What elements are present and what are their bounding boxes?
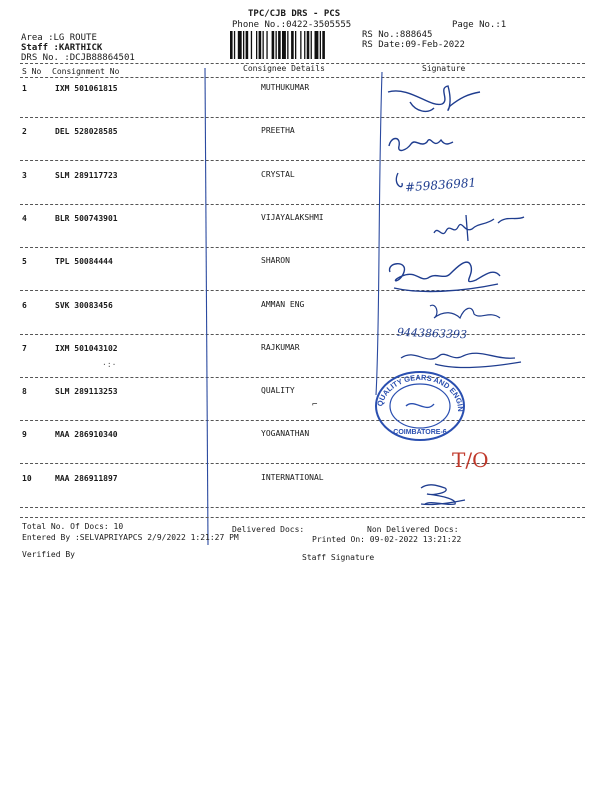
row-consignment-number: SVK 30083456 — [55, 301, 113, 310]
row-consignment-number: SLM 289113253 — [55, 387, 118, 396]
non-delivered-docs: Non Delivered Docs: — [367, 525, 459, 534]
row-consignee-name: QUALITY — [261, 386, 295, 395]
row-consignee-name: CRYSTAL — [261, 170, 295, 179]
staff-signature: Staff Signature — [302, 553, 375, 562]
row-consignment-number: SLM 289117723 — [55, 171, 118, 180]
col-consignee: Consignee Details — [243, 64, 325, 73]
row-consignment-number: BLR 500743901 — [55, 214, 118, 223]
col-signature: Signature — [422, 64, 466, 73]
row-consignment-number: MAA 286911897 — [55, 474, 118, 483]
page-number: Page No.:1 — [452, 20, 507, 30]
row-consignment-number: IXM 501061815 — [55, 84, 118, 93]
stray-tick: ⌐ — [312, 400, 318, 410]
company-stamp — [369, 361, 482, 448]
signature-10 — [415, 478, 495, 508]
row-serial-number: 3 — [22, 171, 27, 180]
row-consignee-name: INTERNATIONAL — [261, 473, 324, 482]
total-docs: Total No. Of Docs: 10 — [22, 522, 124, 531]
row-consignee-name: RAJKUMAR — [261, 343, 300, 352]
row-consignee-name: SHARON — [261, 256, 290, 265]
row-consignment-number: DEL 528028585 — [55, 127, 118, 136]
signature-5 — [380, 250, 520, 300]
row-serial-number: 2 — [22, 127, 27, 136]
drs-number: DRS No. :DCJB88864501 — [21, 53, 135, 63]
signature-3-number: #59836981 — [404, 175, 477, 195]
stamp-city: COIMBATORE-6 — [393, 429, 447, 436]
signature-1 — [370, 78, 500, 120]
rs-number: RS No.:888645 — [362, 30, 433, 40]
phone-number: Phone No.:0422-3505555 — [232, 20, 352, 30]
staff-label: Staff :KARTHICK — [21, 43, 103, 53]
rs-date: RS Date:09-Feb-2022 — [362, 40, 465, 50]
row-serial-number: 4 — [22, 214, 27, 223]
stray-mark: ·:· — [102, 360, 117, 369]
row-serial-number: 7 — [22, 344, 27, 353]
signature-6-number: 9443863393 — [396, 325, 468, 342]
handwritten-to-note: T/O — [452, 448, 489, 472]
delivered-docs: Delivered Docs: — [232, 525, 305, 534]
printed-on: Printed On: 09-02-2022 13:21:22 — [312, 535, 462, 544]
report-title: TPC/CJB DRS - PCS — [248, 9, 341, 19]
row-consignment-number: IXM 501043102 — [55, 344, 118, 353]
row-serial-number: 6 — [22, 301, 27, 310]
row-consignee-name: YOGANATHAN — [261, 429, 310, 438]
row-serial-number: 10 — [22, 474, 32, 483]
col-sno: S No — [22, 67, 42, 76]
row-consignment-number: MAA 286910340 — [55, 430, 118, 439]
col-consignment: Consignment No — [52, 67, 120, 76]
area-label: Area :LG ROUTE — [21, 33, 97, 43]
stamp-company-name: QUALITY GEARS AND ENGINEERING — [369, 361, 466, 412]
row-consignee-name: AMMAN ENG — [261, 300, 305, 309]
signature-2 — [383, 120, 463, 162]
row-serial-number: 1 — [22, 84, 27, 93]
row-consignee-name: PREETHA — [261, 126, 295, 135]
row-serial-number: 9 — [22, 430, 27, 439]
row-consignee-name: VIJAYALAKSHMI — [261, 213, 324, 222]
row-serial-number: 8 — [22, 387, 27, 396]
footer-divider — [20, 517, 585, 518]
entered-by: Entered By :SELVAPRIYAPCS 2/9/2022 1:21:27 PM — [22, 533, 239, 542]
verified-by: Verified By — [22, 550, 75, 559]
signature-4 — [428, 205, 538, 247]
row-serial-number: 5 — [22, 257, 27, 266]
row-consignment-number: TPL 50084444 — [55, 257, 113, 266]
row-consignee-name: MUTHUKUMAR — [261, 83, 310, 92]
